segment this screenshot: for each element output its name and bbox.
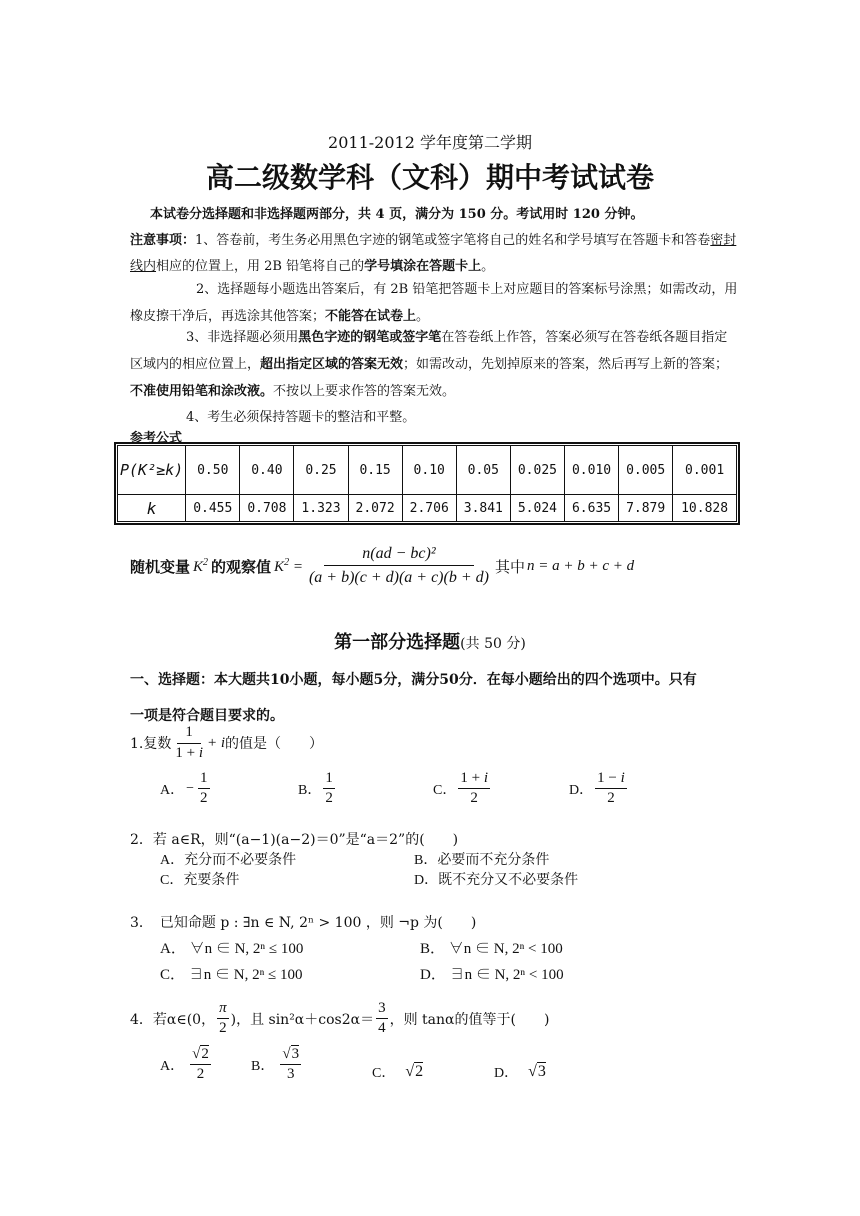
table-cell: 0.10 xyxy=(402,446,456,495)
notice-text: 橡皮擦干净后，再选涂其他答案； xyxy=(130,309,326,324)
option-label: D． xyxy=(494,1066,519,1081)
table-cell: 0.455 xyxy=(186,495,240,522)
table-cell: 0.40 xyxy=(240,446,294,495)
notice-bold: 超出指定区域的答案无效 xyxy=(260,357,404,372)
table-cell: 0.708 xyxy=(240,495,294,522)
q2-option-a[interactable]: A．充分而不必要条件 xyxy=(160,853,297,868)
q2-option-b[interactable]: B．必要而不充分条件 xyxy=(414,853,550,868)
table-cell: 0.50 xyxy=(186,446,240,495)
intro-line: 本试卷分选择题和非选择题两部分，共 4 页，满分为 150 分。考试用时 120 分钟。 xyxy=(150,207,644,222)
table-cell: 0.005 xyxy=(619,446,673,495)
q1-fraction: $\frac{1}{1 + i}$ xyxy=(175,724,203,762)
formula-lead: 随机变量 xyxy=(130,557,191,576)
notice-text: 3、非选择题必须用 xyxy=(186,330,299,345)
notice-text: 不按以上要求作答的答案无效。 xyxy=(273,384,456,399)
table-cell: 0.15 xyxy=(348,446,402,495)
q1-option-d[interactable]: D． $\frac{1 - i}{2}$ xyxy=(569,770,625,807)
q1-option-b[interactable]: B． $\frac{1}{2}$ xyxy=(298,770,333,807)
notice-underline: 密封 xyxy=(710,233,737,248)
q4-option-d[interactable]: D． √3 xyxy=(494,1063,546,1081)
table-cell: 2.706 xyxy=(402,495,456,522)
table-cell: 0.25 xyxy=(294,446,348,495)
table-cell: 0.001 xyxy=(673,446,737,495)
table-row xyxy=(118,446,737,495)
notice-bold: 学号填涂在答题卡上 xyxy=(364,259,482,274)
q4-option-b[interactable]: B． $\frac{√3}{3}$ xyxy=(251,1046,300,1083)
option-label: A． xyxy=(160,782,185,798)
ref-label: 参考公式 xyxy=(130,431,183,446)
part1-title: 第一部分选择题 xyxy=(334,632,461,653)
option-label: C． xyxy=(433,782,457,798)
question-1 xyxy=(130,724,323,763)
chi-square-formula xyxy=(130,545,634,588)
q3-option-d[interactable]: D． ∃n ∈ N, 2ⁿ < 100 xyxy=(420,967,564,983)
q2-option-c[interactable]: C．充要条件 xyxy=(160,873,240,888)
q1-option-c[interactable]: C． $\frac{1 + i}{2}$ xyxy=(433,770,488,807)
formula-var: $K^2$ = xyxy=(274,556,303,575)
option-label: B． xyxy=(298,782,322,798)
notice-item-1 xyxy=(130,228,740,280)
table-cell: 5.024 xyxy=(510,495,564,522)
formula-mid: 的观察值 xyxy=(211,557,272,576)
q4-mid: )，且 sin²α＋cos2α＝ xyxy=(230,1011,375,1028)
notice-underline: 线内 xyxy=(130,259,157,274)
notice-text: 2、选择题每小题选出答案后，有 2B 铅笔把答题卡上对应题目的答案标号涂黑；如需改动，用 xyxy=(196,282,738,297)
critical-value-table xyxy=(117,445,737,522)
notice-item-3 xyxy=(130,324,745,405)
table-cell: 1.323 xyxy=(294,495,348,522)
notice-bold: 黑色字迹的钢笔或签字笔 xyxy=(298,330,442,345)
option-label: D． xyxy=(569,782,594,798)
q4-option-a[interactable]: A． $\frac{√2}{2}$ xyxy=(160,1046,209,1083)
formula-n: n = a + b + c + d xyxy=(526,557,635,574)
q2-option-d[interactable]: D．既不充分又不必要条件 xyxy=(414,873,579,888)
instruction-line: 一、选择题：本大题共10小题，每小题5分，满分50分．在每小题给出的四个选项中。只有 xyxy=(130,672,697,688)
q4-pi-half: $\frac{\pi}{2}$ xyxy=(219,1000,227,1037)
part1-heading xyxy=(0,628,860,654)
notice-bold: 不能答在试卷上 xyxy=(325,309,417,324)
question-2: 2．若 a∈R，则“(a−1)(a−2)＝0”是“a＝2”的( ) xyxy=(130,832,459,848)
table-cell: 7.879 xyxy=(619,495,673,522)
q3-option-c[interactable]: C． ∃n ∈ N, 2ⁿ ≤ 100 xyxy=(160,967,303,983)
table-row-header: P(K²≥k) xyxy=(118,446,186,495)
formula-denominator: (a + b)(c + d)(a + c)(b + d) xyxy=(308,569,489,587)
notice-text: 。 xyxy=(481,259,495,274)
notice-text: 在答卷纸上作答，答案必须写在答卷纸各题目指定 xyxy=(441,330,728,345)
table-cell: 0.05 xyxy=(456,446,510,495)
formula-where: 其中 xyxy=(494,557,525,576)
notice-text: 。 xyxy=(416,309,430,324)
q1-plus-i: + i xyxy=(207,734,226,751)
option-label: A． xyxy=(160,1058,185,1074)
formula-fraction xyxy=(307,545,491,588)
question-3: 3． 已知命题 p : ∃n ∈ N, 2ⁿ > 100 ，则 ¬p 为( ) xyxy=(130,915,477,931)
notice-item-2 xyxy=(130,276,740,330)
term-line: 2011-2012 学年度第二学期 xyxy=(328,133,532,152)
notice-text: 1、答卷前，考生务必用黑色字迹的钢笔或签字笔将自己的姓名和学号填写在答题卡和答卷 xyxy=(195,233,711,248)
table-cell: 6.635 xyxy=(564,495,618,522)
notice-bold: 不准使用铅笔和涂改液。 xyxy=(130,384,274,399)
formula-numerator: n(ad − bc)² xyxy=(324,545,473,566)
q3-option-b[interactable]: B． ∀n ∈ N, 2ⁿ < 100 xyxy=(420,941,563,957)
option-label: B． xyxy=(251,1058,275,1074)
q1-option-a[interactable]: A． − $\frac{1}{2}$ xyxy=(160,770,208,807)
q4-lead: 4．若α∈(0， xyxy=(130,1011,216,1028)
table-cell: 3.841 xyxy=(456,495,510,522)
table-cell: 0.010 xyxy=(564,446,618,495)
exam-title: 高二级数学科（文科）期中考试试卷 xyxy=(205,161,654,194)
q4-three-quarters: $\frac{3}{4}$ xyxy=(378,1000,386,1037)
table-cell: 2.072 xyxy=(348,495,402,522)
q4-tail: ，则 tanα的值等于( ) xyxy=(389,1011,550,1028)
option-label: C． xyxy=(372,1066,396,1081)
table-cell: 0.025 xyxy=(510,446,564,495)
notice-text: 区域内的相应位置上， xyxy=(130,357,261,372)
notice-label: 注意事项： xyxy=(130,233,196,248)
part1-score: (共 50 分) xyxy=(460,636,526,652)
instruction-line: 一项是符合题目要求的。 xyxy=(130,708,284,724)
question-4 xyxy=(130,1000,549,1038)
table-row xyxy=(118,495,737,522)
formula-var: $K^2$ xyxy=(193,556,209,575)
table-cell: 10.828 xyxy=(673,495,737,522)
notice-item-4: 4、考生必须保持答题卡的整洁和平整。 xyxy=(186,410,416,425)
notice-text: 相应的位置上，用 2B 铅笔将自己的 xyxy=(156,259,365,274)
q1-tail: 的值是（ ） xyxy=(225,736,324,753)
q1-lead: 1.复数 xyxy=(130,736,172,753)
table-row-header: k xyxy=(118,495,186,522)
q4-option-c[interactable]: C． √2 xyxy=(372,1063,424,1081)
q3-option-a[interactable]: A． ∀n ∈ N, 2ⁿ ≤ 100 xyxy=(160,941,304,957)
notice-text: ；如需改动，先划掉原来的答案，然后再写上新的答案； xyxy=(403,357,729,372)
